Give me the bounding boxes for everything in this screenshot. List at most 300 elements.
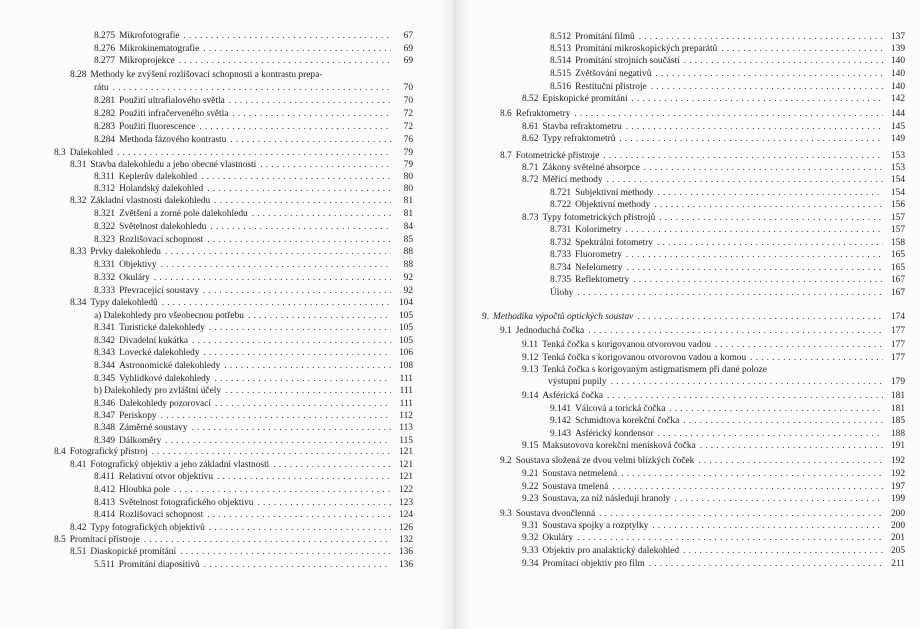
toc-entry-8-411 — [94, 471, 413, 483]
toc-entry-page-number: 92 — [403, 286, 413, 296]
toc-entry-title: Rozlišovací schopnost — [119, 235, 204, 245]
dot-leader — [607, 390, 883, 402]
toc-entry-page-number: 185 — [890, 416, 905, 426]
dot-leader — [207, 509, 391, 521]
dot-leader — [588, 325, 883, 337]
toc-entry-title: Maksutovova korekční menisková čočka — [542, 441, 696, 451]
toc-entry-number: 8.733 — [550, 250, 572, 260]
toc-entry-page-number: 154 — [890, 188, 905, 198]
toc-entry-number: 8.513 — [550, 44, 572, 54]
dot-leader — [217, 471, 391, 483]
toc-entry-number: 9.14 — [522, 391, 539, 401]
toc-entry-title: Prvky dalekohledu — [90, 247, 161, 257]
toc-entry — [94, 82, 413, 94]
toc-entry-number: 8.721 — [550, 188, 572, 198]
toc-entry-page-number: 106 — [398, 348, 413, 358]
toc-entry-8-7 — [500, 150, 905, 162]
dot-leader — [229, 95, 391, 107]
dot-leader — [201, 171, 391, 183]
toc-entry-number: 9. — [482, 312, 490, 322]
dot-leader — [232, 108, 391, 120]
toc-entry-number: 8.347 — [94, 411, 116, 421]
toc-entry-number: 8.412 — [94, 485, 116, 495]
toc-entry-number: 9.143 — [550, 429, 572, 439]
toc-entry-page-number: 167 — [890, 275, 905, 285]
toc-entry-title: Spektrální fotometry — [575, 238, 653, 248]
toc-entry-page-number: 126 — [398, 523, 413, 533]
toc-entry-title: Světelnost fotografického objektivu — [119, 498, 254, 508]
toc-entry-title: Světelnost dalekohledu — [119, 222, 207, 232]
dot-leader — [192, 335, 391, 347]
toc-entry-title: Jednoduchá čočka — [515, 326, 585, 336]
toc-entry-page-number: 104 — [398, 298, 413, 308]
toc-entry-page-number: 81 — [403, 209, 413, 219]
dot-leader — [248, 310, 391, 322]
toc-entry-title: Typy dalekohledů — [90, 298, 158, 308]
toc-entry-9-31 — [522, 520, 905, 532]
toc-entry-page-number: 174 — [890, 312, 905, 322]
toc-entry-page-number: 165 — [890, 250, 905, 260]
toc-entry-8-341 — [94, 322, 413, 334]
toc-entry-number: 8.5 — [54, 535, 66, 545]
toc-entry-title: Astronomické dalekohledy — [119, 361, 221, 371]
toc-entry-number: 8.342 — [94, 336, 116, 346]
toc-entry-page-number: 158 — [890, 238, 905, 248]
toc-entry-title: Fotografický objektiv a jeho základní vlastnosti — [90, 460, 270, 470]
toc-entry-title: Soustava složená ze dvou velmi blízkých čoček — [515, 456, 695, 466]
toc-entry-title: Úlohy — [550, 288, 574, 298]
toc-entry-8-347 — [94, 410, 413, 422]
dot-leader — [224, 360, 391, 372]
toc-entry-number: 8.514 — [550, 56, 572, 66]
toc-entry-8-277 — [94, 55, 413, 67]
toc-entry-page-number: 67 — [403, 31, 413, 41]
toc-entry-title: Methody ke zvýšení rozlišovací schopnosti a kontrastu prepa- — [90, 70, 323, 80]
toc-entry-number: 8.322 — [94, 222, 116, 232]
dot-leader — [260, 159, 391, 171]
toc-entry-page-number: 154 — [890, 175, 905, 185]
toc-entry — [94, 385, 413, 397]
toc-entry-title: Subjektivní methody — [575, 188, 654, 198]
toc-entry-8-282 — [94, 108, 413, 120]
toc-entry-page-number: 211 — [891, 559, 905, 569]
toc-entry-page-number: 149 — [890, 134, 905, 144]
toc-entry-number: 8.33 — [70, 247, 87, 257]
toc-entry-title: Zákony světelné absorpce — [542, 163, 640, 173]
toc-entry-page-number: 167 — [890, 288, 905, 298]
toc-entry-number: 9.34 — [522, 559, 539, 569]
dot-leader — [117, 147, 391, 159]
toc-entry-page-number: 108 — [398, 361, 413, 371]
toc-entry-page-number: 92 — [403, 273, 413, 283]
toc-entry-8-412 — [94, 484, 413, 496]
toc-entry-number: 8.51 — [70, 547, 87, 557]
toc-entry-9-11 — [522, 339, 905, 351]
toc-entry-title: Okuláry — [542, 533, 574, 543]
dot-leader — [599, 508, 883, 520]
toc-entry-title: Měřicí methody — [542, 175, 603, 185]
dot-leader — [273, 459, 391, 471]
toc-entry-page-number: 197 — [890, 482, 905, 492]
toc-entry-8-72 — [522, 174, 905, 186]
toc-entry-page-number: 70 — [403, 83, 413, 93]
toc-entry-number: 8.61 — [522, 122, 539, 132]
dot-leader — [113, 82, 391, 94]
dot-leader — [655, 68, 883, 80]
toc-entry-number: 9.23 — [522, 494, 539, 504]
toc-entry-8-344 — [94, 360, 413, 372]
toc-entry-number: 9.141 — [550, 404, 572, 414]
toc-entry-9- — [482, 311, 905, 323]
dot-leader — [683, 415, 883, 427]
dot-leader — [625, 224, 883, 236]
dot-leader — [626, 249, 883, 261]
toc-entry-page-number: 144 — [890, 109, 905, 119]
toc-entry-8-414 — [94, 509, 413, 521]
toc-entry-page-number: 88 — [403, 247, 413, 257]
dot-leader — [184, 30, 392, 42]
toc-entry-number: 8.28 — [70, 70, 87, 80]
toc-entry-8-331 — [94, 259, 413, 271]
toc-entry-8-73 — [522, 212, 905, 224]
toc-entry-9-14 — [522, 390, 905, 402]
toc-entry-5-511 — [94, 559, 413, 571]
toc-entry-8-735 — [550, 274, 905, 286]
toc-entry-9-34 — [522, 558, 905, 570]
toc-entry-title: Objektivní methody — [575, 200, 651, 210]
dot-leader — [161, 259, 391, 271]
toc-entry-page-number: 192 — [890, 456, 905, 466]
dot-leader — [165, 246, 391, 258]
dot-leader — [626, 262, 883, 274]
toc-entry-8-348 — [94, 422, 413, 434]
toc-entry-page-number: 145 — [890, 122, 905, 132]
toc-entry-8-343 — [94, 347, 413, 359]
dot-leader — [669, 403, 883, 415]
toc-entry-page-number: 85 — [403, 235, 413, 245]
toc-entry-number: 8.284 — [94, 135, 116, 145]
toc-entry-number: 8.515 — [550, 69, 572, 79]
toc-entry-page-number: 157 — [890, 213, 905, 223]
toc-entry-number: 8.731 — [550, 225, 572, 235]
toc-entry-page-number: 192 — [890, 469, 905, 479]
toc-entry-title: Divadelní kukátka — [119, 336, 189, 346]
toc-entry-title: výstupní pupily — [548, 377, 607, 387]
toc-entry-number: 8.31 — [70, 160, 87, 170]
toc-entry-title: Vyhlídkové dalekohledy — [119, 374, 211, 384]
toc-entry-title: Objektivy — [119, 260, 157, 270]
toc-entry-page-number: 153 — [890, 163, 905, 173]
dot-leader — [657, 428, 883, 440]
toc-entry-number: 8.72 — [522, 175, 539, 185]
toc-entry-8-721 — [550, 187, 905, 199]
toc-entry-8-62 — [522, 133, 905, 145]
dot-leader — [632, 93, 883, 105]
toc-entry-title: Promítání strojních součástí — [575, 56, 680, 66]
right-page — [455, 0, 920, 629]
toc-entry-number: 8.62 — [522, 134, 539, 144]
toc-entry-page-number: 80 — [403, 172, 413, 182]
dot-leader — [637, 311, 883, 323]
toc-entry-title: Promítání mikroskopických preparátů — [575, 44, 718, 54]
toc-entry-number: 5.511 — [94, 560, 115, 570]
dot-leader — [574, 108, 883, 120]
dot-leader — [621, 468, 883, 480]
toc-entry-page-number: 177 — [890, 326, 905, 336]
dot-leader — [161, 410, 391, 422]
toc-entry-page-number: 140 — [890, 56, 905, 66]
dot-leader — [199, 121, 391, 133]
toc-entry-8-51 — [70, 546, 413, 558]
toc-entry-title: Dálkoměry — [119, 436, 162, 446]
toc-entry-9-21 — [522, 468, 905, 480]
toc-entry-page-number: 122 — [398, 485, 413, 495]
toc-entry-page-number: 132 — [398, 535, 413, 545]
dot-leader — [750, 352, 883, 364]
toc-entry-title: Promítání diapositivů — [118, 560, 200, 570]
book-gutter — [440, 0, 470, 629]
toc-entry-8-276 — [94, 43, 413, 55]
toc-entry-number: 9.22 — [522, 482, 539, 492]
toc-entry-number: 9.3 — [500, 509, 512, 519]
toc-entry — [94, 310, 413, 322]
toc-entry-8-281 — [94, 95, 413, 107]
dot-leader — [257, 497, 391, 509]
dot-leader — [215, 398, 391, 410]
toc-entry-8-342 — [94, 335, 413, 347]
dot-leader — [207, 234, 391, 246]
toc-entry-title: Použití infračerveného světla — [119, 109, 229, 119]
toc-entry-8-311 — [94, 171, 413, 183]
toc-entry-9-15 — [522, 440, 905, 452]
toc-entry-8-32 — [70, 195, 413, 207]
toc-entry-9-143 — [550, 428, 905, 440]
toc-entry-title: Mikrofotografie — [119, 31, 180, 41]
toc-entry-page-number: 72 — [403, 109, 413, 119]
toc-entry-page-number: 79 — [403, 148, 413, 158]
dot-leader — [204, 559, 391, 571]
toc-entry-number: 8.34 — [70, 298, 87, 308]
toc-entry-number: 9.31 — [522, 521, 539, 531]
toc-entry-title: Methoda fázového kontrastu — [119, 135, 227, 145]
toc-entry-number: 8.732 — [550, 238, 572, 248]
toc-entry-page-number: 199 — [890, 494, 905, 504]
dot-leader — [152, 446, 391, 458]
toc-entry-title: Soustava spojky a rozptylky — [542, 521, 649, 531]
toc-entry-8-732 — [550, 237, 905, 249]
toc-entry-page-number: 165 — [890, 263, 905, 273]
dot-leader — [651, 81, 883, 93]
toc-entry-page-number: 201 — [890, 533, 905, 543]
toc-entry-8-5 — [54, 534, 413, 546]
toc-entry-page-number: 111 — [399, 399, 413, 409]
toc-entry-8-733 — [550, 249, 905, 261]
toc-entry-number: 8.323 — [94, 235, 116, 245]
toc-entry-number: 9.142 — [550, 416, 572, 426]
toc-entry-8-516 — [550, 81, 905, 93]
toc-entry-9-142 — [550, 415, 905, 427]
toc-entry-title: Mikrokinematografie — [119, 44, 200, 54]
toc-entry-number: 8.345 — [94, 374, 116, 384]
toc-entry-8-722 — [550, 199, 905, 211]
dot-leader — [225, 385, 391, 397]
toc-entry-page-number: 105 — [398, 323, 413, 333]
toc-entry-title: Typy fotografických objektivů — [90, 523, 205, 533]
dot-leader — [649, 558, 883, 570]
toc-entry-number: 8.41 — [70, 460, 87, 470]
dot-leader — [683, 545, 883, 557]
dot-leader — [633, 274, 883, 286]
toc-entry-8-42 — [70, 522, 413, 534]
toc-entry-8-322 — [94, 221, 413, 233]
toc-entry-8-6 — [500, 108, 905, 120]
toc-entry-number: 8.722 — [550, 200, 572, 210]
toc-entry-page-number: 179 — [890, 377, 905, 387]
toc-entry-page-number: 140 — [890, 69, 905, 79]
dot-leader — [619, 133, 883, 145]
toc-entry-9-33 — [522, 545, 905, 557]
dot-leader — [174, 484, 391, 496]
toc-entry-title: Diaskopické promítání — [90, 547, 177, 557]
toc-entry-title: Zvětšení a zorné pole dalekohledu — [119, 209, 248, 219]
toc-entry-title: Dalekohledy pozorovací — [119, 399, 211, 409]
toc-entry-title: Promítací přístroje — [69, 535, 140, 545]
toc-entry-title: Asférický kondensor — [575, 429, 654, 439]
toc-entry-title: Záměrné soustavy — [119, 423, 188, 433]
toc-entry-8-312 — [94, 183, 413, 195]
toc-entry-9-23 — [522, 493, 905, 505]
toc-entry-page-number: 79 — [403, 160, 413, 170]
toc-entry-page-number: 105 — [398, 336, 413, 346]
toc-entry-title: Mikroprojekce — [119, 56, 175, 66]
toc-entry-page-number: 156 — [890, 200, 905, 210]
dot-leader — [209, 522, 391, 534]
toc-entry-number: 8.321 — [94, 209, 116, 219]
toc-entry-9-22 — [522, 481, 905, 493]
toc-entry-page-number: 69 — [403, 56, 413, 66]
toc-entry-number: 8.735 — [550, 275, 572, 285]
toc-entry-page-number: 121 — [398, 447, 413, 457]
toc-entry-title: Použití fluorescence — [119, 122, 196, 132]
toc-entry-page-number: 140 — [890, 82, 905, 92]
toc-entry-title: Základní vlastnosti dalekohledu — [90, 196, 211, 206]
dot-leader — [603, 150, 883, 162]
toc-entry-title: Soustava, za níž následují hranoly — [542, 494, 671, 504]
toc-entry-title: b) Dalekohledy pro zvláštní účely — [94, 386, 222, 396]
toc-entry-number: 8.341 — [94, 323, 116, 333]
toc-entry-9-12 — [522, 352, 905, 364]
dot-leader — [652, 520, 883, 532]
toc-entry-page-number: 115 — [399, 436, 413, 446]
toc-entry-8-71 — [522, 162, 905, 174]
toc-entry-number: 8.6 — [500, 109, 512, 119]
toc-entry-number: 8.413 — [94, 498, 116, 508]
toc-entry-8-283 — [94, 121, 413, 133]
dot-leader — [207, 183, 391, 195]
toc-entry-number: 8.411 — [94, 472, 115, 482]
dot-leader — [654, 199, 883, 211]
toc-entry-page-number: 121 — [398, 460, 413, 470]
toc-entry-page-number: 88 — [403, 260, 413, 270]
toc-entry-page-number: 177 — [890, 340, 905, 350]
toc-entry-8-321 — [94, 208, 413, 220]
toc-entry-title: Objektiv pro analaktický dalekohled — [542, 546, 680, 556]
toc-entry-9-2 — [500, 455, 905, 467]
toc-entry-page-number: 136 — [398, 547, 413, 557]
toc-entry-8-345 — [94, 373, 413, 385]
toc-entry-page-number: 136 — [398, 560, 413, 570]
dot-leader — [179, 55, 391, 67]
toc-entry-title: Převracející soustavy — [119, 286, 200, 296]
toc-entry-number: 9.1 — [500, 326, 512, 336]
toc-entry-8-33 — [70, 246, 413, 258]
toc-entry-title: Typy refraktometrů — [542, 134, 616, 144]
toc-entry-number: 8.281 — [94, 96, 116, 106]
toc-entry-number: 8.332 — [94, 273, 116, 283]
toc-entry-number: 9.2 — [500, 456, 512, 466]
dot-leader — [611, 376, 883, 388]
toc-entry-page-number: 84 — [403, 222, 413, 232]
dot-leader — [684, 55, 883, 67]
toc-entry-title: Asférická čočka — [542, 391, 604, 401]
toc-entry-page-number: 142 — [890, 94, 905, 104]
toc-entry-number: 8.512 — [550, 32, 572, 42]
toc-entry-number: 8.4 — [54, 447, 66, 457]
toc-entry-8-323 — [94, 234, 413, 246]
toc-entry-page-number: 112 — [399, 411, 413, 421]
toc-entry-number: 8.277 — [94, 56, 116, 66]
toc-entry-title: Kolorimetry — [575, 225, 622, 235]
toc-entry-title: rátu — [94, 83, 109, 93]
toc-entry-number: 8.52 — [522, 94, 539, 104]
toc-entry-number: 8.333 — [94, 286, 116, 296]
toc-entry-title: Tenká čočka s korigovaným astigmatismem při dané poloze — [542, 365, 767, 375]
dot-leader — [659, 212, 883, 224]
toc-entry-number: 8.3 — [54, 148, 66, 158]
dot-leader — [203, 285, 391, 297]
toc-entry-8-28 — [70, 69, 413, 81]
toc-entry-8-31 — [70, 159, 413, 171]
toc-entry-9-3 — [500, 508, 905, 520]
dot-leader — [657, 237, 883, 249]
dot-leader — [154, 272, 391, 284]
toc-entry-title: Promítací objektiv pro film — [542, 559, 645, 569]
toc-entry-title: Promítání filmů — [575, 32, 635, 42]
dot-leader — [698, 455, 883, 467]
toc-entry-page-number: 137 — [890, 32, 905, 42]
toc-entry-number: 8.282 — [94, 109, 116, 119]
toc-entry-title: Lovecké dalekohledy — [119, 348, 200, 358]
toc-entry-number: 8.414 — [94, 510, 116, 520]
toc-entry-page-number: 123 — [398, 498, 413, 508]
dot-leader — [214, 195, 391, 207]
toc-entry-number: 9.32 — [522, 533, 539, 543]
dot-leader — [639, 31, 883, 43]
toc-entry — [548, 376, 905, 388]
toc-entry-number: 9.21 — [522, 469, 539, 479]
toc-entry-number: 9.13 — [522, 365, 539, 375]
toc-entry-page-number: 105 — [398, 311, 413, 321]
toc-entry-title: Soustava tmelená — [542, 482, 609, 492]
toc-entry-title: Zvětšování negativů — [575, 69, 652, 79]
toc-entry-page-number: 121 — [398, 472, 413, 482]
toc-entry-page-number: 69 — [403, 44, 413, 54]
toc-entry-title: Dalekohled — [69, 148, 113, 158]
dot-leader — [674, 493, 883, 505]
toc-entry-title: Válcová a torická čočka — [575, 404, 666, 414]
toc-entry-8-34 — [70, 297, 413, 309]
toc-entry-title: Turistické dalekohledy — [119, 323, 205, 333]
